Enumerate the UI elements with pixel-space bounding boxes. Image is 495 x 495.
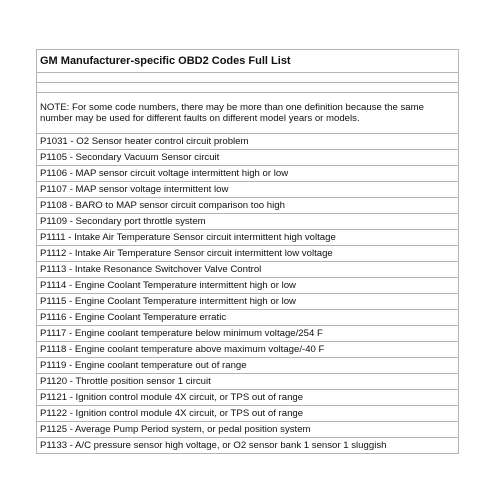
code-cell: P1111 - Intake Air Temperature Sensor circuit intermittent high voltage — [37, 230, 459, 246]
note-row — [37, 93, 459, 134]
note-text: NOTE: For some code numbers, there may be more than one definition because the same number may be used for different faults on different model years or models. — [37, 93, 459, 134]
blank-row — [37, 73, 459, 83]
table-row — [37, 230, 459, 246]
table-row — [37, 262, 459, 278]
code-cell: P1113 - Intake Resonance Switchover Valve Control — [37, 262, 459, 278]
table-row — [37, 214, 459, 230]
code-cell: P1107 - MAP sensor voltage intermittent low — [37, 182, 459, 198]
table-row — [37, 326, 459, 342]
table-row — [37, 310, 459, 326]
table-row — [37, 198, 459, 214]
code-cell: P1105 - Secondary Vacuum Sensor circuit — [37, 150, 459, 166]
table-row — [37, 438, 459, 454]
code-cell: P1122 - Ignition control module 4X circuit, or TPS out of range — [37, 406, 459, 422]
table-row — [37, 406, 459, 422]
page-title: GM Manufacturer-specific OBD2 Codes Full List — [37, 50, 459, 73]
table-row — [37, 166, 459, 182]
code-cell: P1114 - Engine Coolant Temperature intermittent high or low — [37, 278, 459, 294]
blank-cell — [37, 83, 459, 93]
code-cell: P1121 - Ignition control module 4X circuit, or TPS out of range — [37, 390, 459, 406]
table-row — [37, 150, 459, 166]
codes-table-body — [37, 50, 459, 454]
table-row — [37, 134, 459, 150]
code-cell: P1106 - MAP sensor circuit voltage intermittent high or low — [37, 166, 459, 182]
table-row — [37, 422, 459, 438]
table-row — [37, 374, 459, 390]
code-cell: P1117 - Engine coolant temperature below minimum voltage/254 F — [37, 326, 459, 342]
code-cell: P1133 - A/C pressure sensor high voltage, or O2 sensor bank 1 sensor 1 sluggish — [37, 438, 459, 454]
code-cell: P1108 - BARO to MAP sensor circuit comparison too high — [37, 198, 459, 214]
table-row — [37, 390, 459, 406]
code-cell: P1109 - Secondary port throttle system — [37, 214, 459, 230]
table-row — [37, 342, 459, 358]
code-cell: P1125 - Average Pump Period system, or pedal position system — [37, 422, 459, 438]
table-row — [37, 294, 459, 310]
table-row — [37, 182, 459, 198]
code-cell: P1118 - Engine coolant temperature above maximum voltage/-40 F — [37, 342, 459, 358]
table-row — [37, 246, 459, 262]
code-cell: P1112 - Intake Air Temperature Sensor circuit intermittent low voltage — [37, 246, 459, 262]
table-row — [37, 278, 459, 294]
code-cell: P1031 - O2 Sensor heater control circuit problem — [37, 134, 459, 150]
blank-row — [37, 83, 459, 93]
title-row — [37, 50, 459, 73]
code-cell: P1115 - Engine Coolant Temperature intermittent high or low — [37, 294, 459, 310]
code-cell: P1120 - Throttle position sensor 1 circuit — [37, 374, 459, 390]
codes-table — [36, 49, 459, 454]
table-row — [37, 358, 459, 374]
code-cell: P1116 - Engine Coolant Temperature erratic — [37, 310, 459, 326]
code-cell: P1119 - Engine coolant temperature out of range — [37, 358, 459, 374]
blank-cell — [37, 73, 459, 83]
